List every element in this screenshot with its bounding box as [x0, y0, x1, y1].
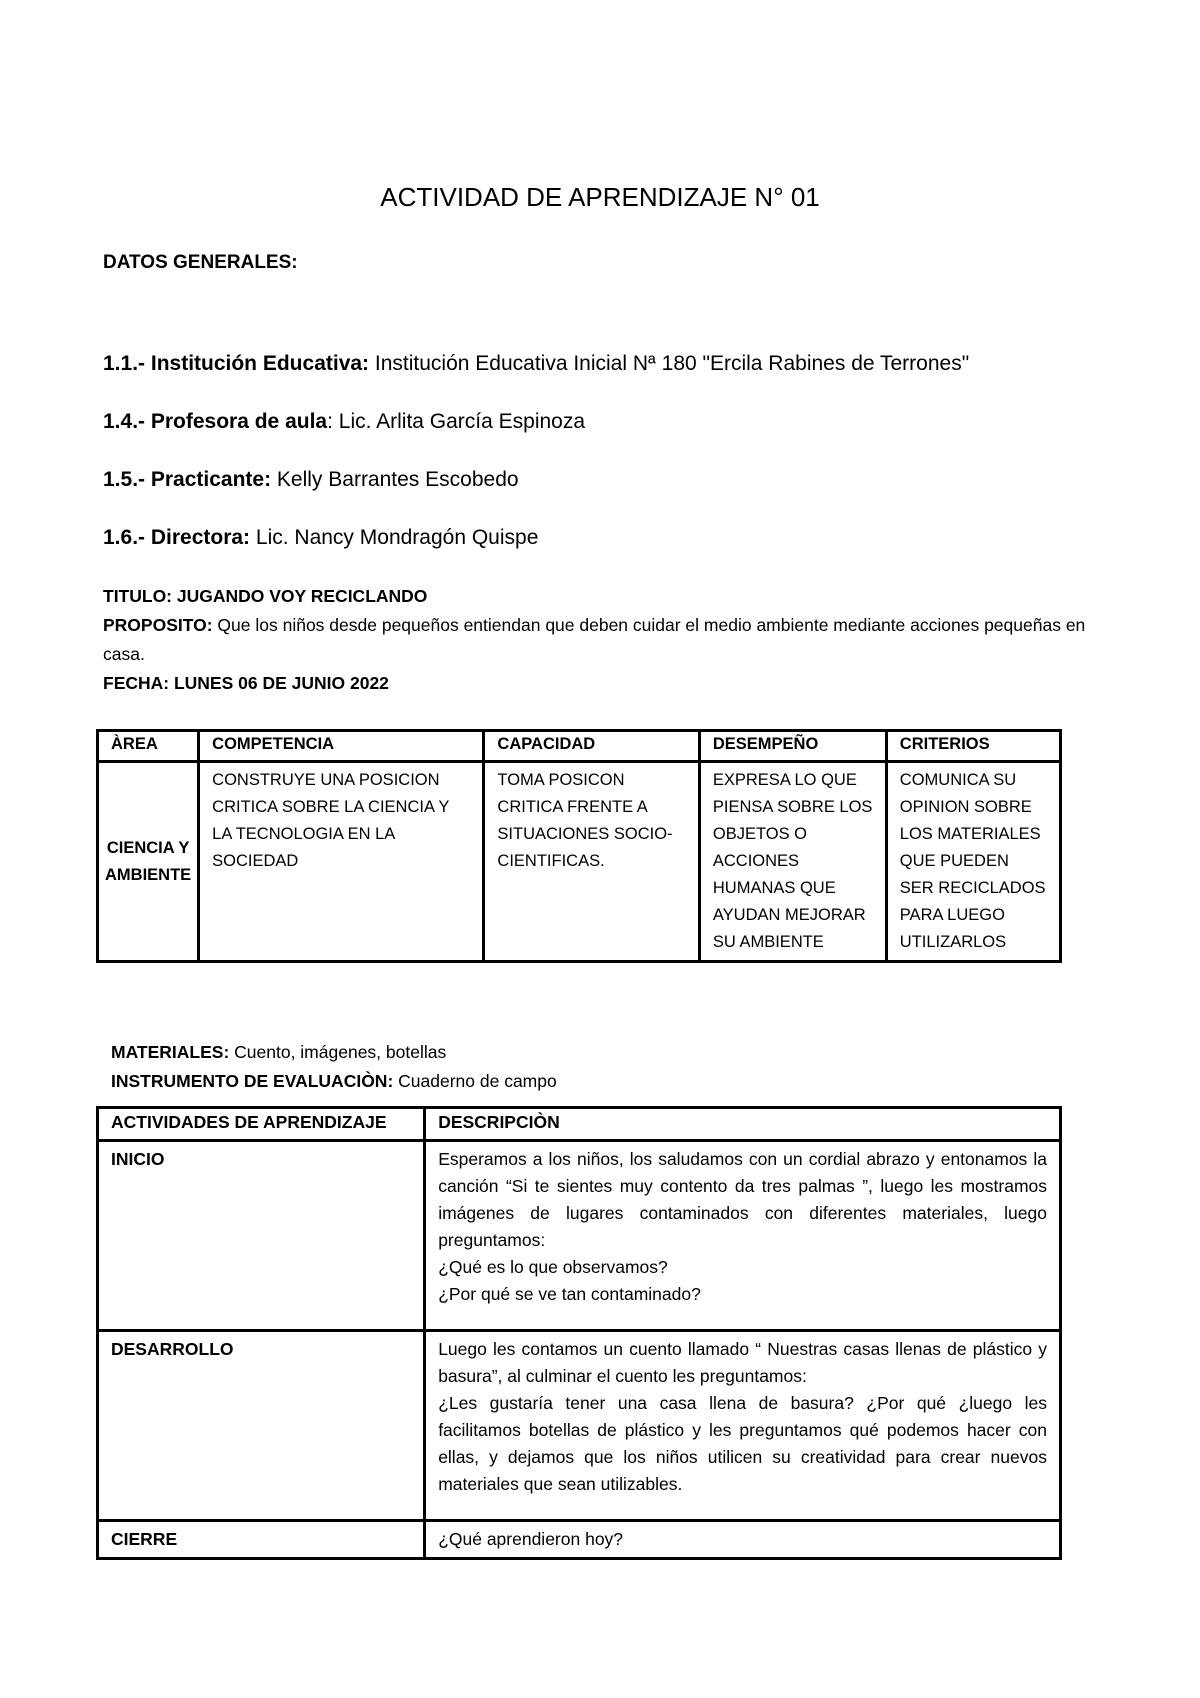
- header-activities: ACTIVIDADES DE APRENDIZAJE: [98, 1108, 425, 1141]
- header-area: ÀREA: [98, 731, 199, 762]
- activities-table: [96, 1106, 1062, 1560]
- cell-competencia: CONSTRUYE UNA POSICION CRITICA SOBRE LA CIENCIA Y LA TECNOLOGIA EN LA SOCIEDAD: [199, 762, 484, 962]
- general-item-label: 1.1.- Institución Educativa:: [103, 352, 370, 375]
- general-item-label: 1.6.- Directora:: [103, 526, 251, 549]
- header-capacidad: CAPACIDAD: [484, 731, 699, 762]
- header-competencia: COMPETENCIA: [199, 731, 484, 762]
- activity-purpose: PROPOSITO: Que los niños desde pequeños entiendan que deben cuidar el medio ambiente mediante acciones pequeñas en casa.: [103, 615, 1086, 664]
- cell-criterios: COMUNICA SU OPINION SOBRE LOS MATERIALES QUE PUEDEN SER RECICLADOS PARA LUEGO UTILIZARLOS: [886, 762, 1060, 962]
- general-item-teacher: [103, 410, 585, 434]
- table-row-cierre: [98, 1521, 1061, 1559]
- cell-cierre-label: CIERRE: [98, 1521, 425, 1559]
- general-item-value: : Lic. Arlita García Espinoza: [327, 410, 586, 433]
- general-item-practitioner: [103, 468, 519, 492]
- cell-desempeno: EXPRESA LO QUE PIENSA SOBRE LOS OBJETOS O ACCIONES HUMANAS QUE AYUDAN MEJORAR SU AMBIENTE: [699, 762, 886, 962]
- general-data-heading: DATOS GENERALES:: [103, 252, 298, 273]
- general-item-value: Lic. Nancy Mondragón Quispe: [250, 526, 539, 549]
- header-description: DESCRIPCIÒN: [425, 1108, 1061, 1141]
- cell-inicio-description: Esperamos a los niños, los saludamos con un cordial abrazo y entonamos la canción “Si te sientes muy contento da tres palmas ”, luego les mostramos imágenes de lugares contaminados con diferentes materiales, luego preguntamos: ¿Qué es lo que observamos? ¿Por qué se ve tan contaminado?: [425, 1141, 1061, 1331]
- page-title: ACTIVIDAD DE APRENDIZAJE N° 01: [380, 182, 820, 212]
- competency-table: [96, 729, 1062, 963]
- general-item-director: [103, 526, 538, 550]
- header-criterios: CRITERIOS: [886, 731, 1060, 762]
- table-header-row: [98, 731, 1061, 762]
- general-item-label: 1.4.- Profesora de aula: [103, 410, 328, 433]
- cell-desarrollo-description: Luego les contamos un cuento llamado “ Nuestras casas llenas de plástico y basura”, al culminar el cuento les preguntamos: ¿Les gustaría tener una casa llena de basura? ¿Por qué ¿luego les facilitamos botellas de plástico y les preguntamos qué podemos hacer con ellas, y dejamos que los niños utilicen su creatividad para crear nuevos materiales que sean utilizables.: [425, 1331, 1061, 1521]
- activity-date: FECHA: LUNES 06 DE JUNIO 2022: [103, 673, 389, 693]
- table-row: [98, 762, 1061, 962]
- cell-cierre-description: ¿Qué aprendieron hoy?: [425, 1521, 1061, 1559]
- table-row-desarrollo: [98, 1331, 1061, 1521]
- general-item-value: Kelly Barrantes Escobedo: [271, 468, 519, 491]
- cell-capacidad: TOMA POSICON CRITICA FRENTE A SITUACIONES SOCIO-CIENTIFICAS.: [484, 762, 699, 962]
- activity-title: TITULO: JUGANDO VOY RECICLANDO: [103, 586, 428, 606]
- cell-desarrollo-label: DESARROLLO: [98, 1331, 425, 1521]
- cell-area: CIENCIA Y AMBIENTE: [98, 762, 199, 962]
- table-header-row: [98, 1108, 1061, 1141]
- header-desempeno: DESEMPEÑO: [699, 731, 886, 762]
- table-row-inicio: [98, 1141, 1061, 1331]
- cell-inicio-label: INICIO: [98, 1141, 425, 1331]
- general-item-value: Institución Educativa Inicial Nª 180 "Ercila Rabines de Terrones": [369, 352, 970, 375]
- general-item-institution: [103, 352, 969, 376]
- evaluation-instrument-line: INSTRUMENTO DE EVALUACIÒN: Cuaderno de campo: [111, 1071, 557, 1091]
- materials-line: MATERIALES: Cuento, imágenes, botellas: [111, 1042, 447, 1062]
- activity-meta: [103, 582, 1113, 698]
- general-item-label: 1.5.- Practicante:: [103, 468, 272, 491]
